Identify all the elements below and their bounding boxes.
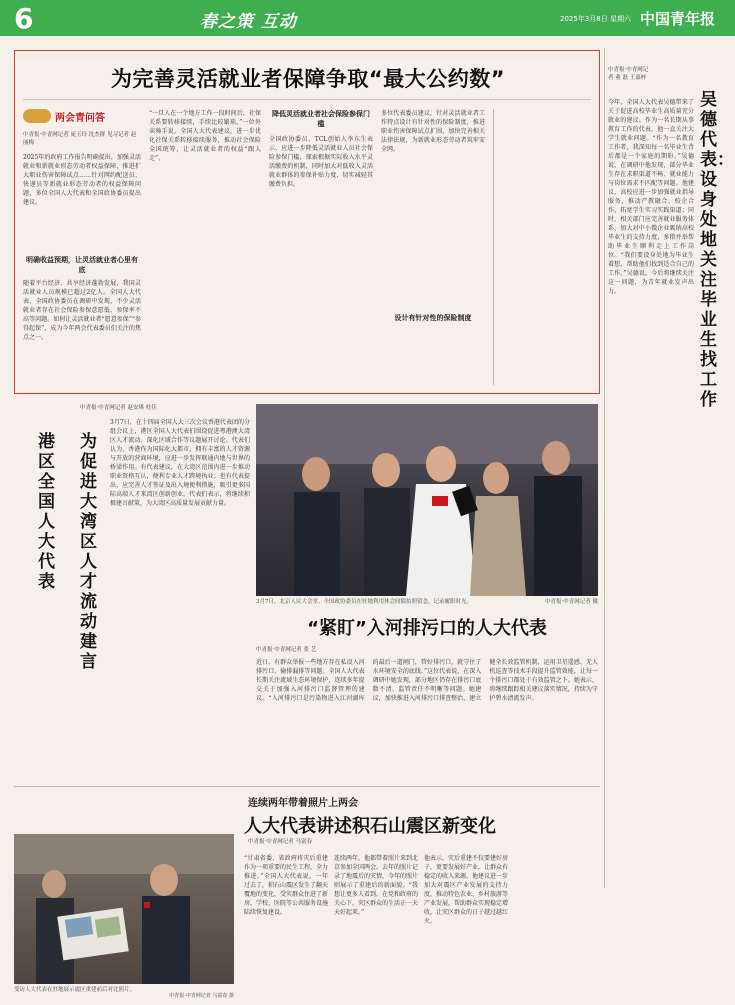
bottom-article-byline: 中青报·中青网记者 马富春: [248, 839, 312, 845]
page-number: 6: [14, 2, 34, 35]
right-article-body: 今年，全国人大代表吴德带来了关于促进高校毕业生高质量充分就业的建议。作为一名长期从事教育工作的代表，他一直关注大学生就业问题。“作为一名教育工作者，我深知每一名毕业生背后都是一个家庭的期盼。”吴德说，在调研中他发现，部分毕业生存在求职渠道不畅、就业能力与岗位需求不匹配等问题。他建议，高校应进一步加强就业指导服务，推动产教融合、校企合作，拓宽学生实习实践渠道；同时，相关部门应完善就业服务体系，加大对中小微企业吸纳高校毕业生的支持力度，多措并举帮助毕业生顺利走上工作岗位。“我们要设身处地为毕业生着想，帮助他们找到适合自己的工作。”吴德说，今后将继续关注这一问题，为青年就业发声出力。: [608, 99, 694, 295]
delegates-photo-figures: [256, 404, 598, 596]
masthead-logo: 中国青年报: [640, 10, 716, 28]
bottom-article-body-3: 他表示，灾后重建不仅要建好房子，更要发展好产业，让群众有稳定的收入来源。他建议进一步加大对震区产业发展的支持力度，推动特色农业、乡村旅游等产业发展，帮助群众实现稳定增收，让灾区群众的日子越过越红火。: [424, 855, 509, 925]
bottom-section-rule: [14, 786, 600, 787]
column-badge: [23, 107, 141, 125]
page-header: [0, 0, 735, 40]
header-date: 2025年3月8日 星期六: [560, 15, 631, 23]
left-article-title: 为促进大湾区人才流动建言: [80, 432, 97, 672]
column-rule: [493, 109, 494, 385]
bottom-article-body-1: “甘肃省委、省政府将灾后重建作为一项重要的民生工程，全力推进。”全国人大代表说，一年过去了，积石山震区发生了翻天覆地的变化，受灾群众住进了新房，学校、医院等公共服务设施陆续恢复建设。: [244, 855, 329, 916]
right-article-byline: 中青报·中青网记者 董 磊 王嘉梓: [608, 67, 649, 81]
badge-icon: [23, 109, 51, 123]
subhead-1: 明确收益预期，让灵活就业者心里有底: [26, 256, 138, 274]
right-column-rule: [604, 48, 605, 888]
left-article-byline: 中青报·中青网记者 赵安琪 杜佳: [80, 405, 157, 411]
middle-article-body: 近日，有群众举报一些地方存在私设入河排污口、偷排漏排等问题。全国人大代表长期关注流域生态环境保护，连续多年提交关于加强入河排污口监督管理的建议。“入河排污口是污染物进入江河湖库的最后一道闸门，管好排污口，就守住了水环境安全的底线。”这位代表说，在深入调研中她发现，部分地区仍存在排污口底数不清、监管责任不明晰等问题。她建议，加快推进入河排污口排查整治，建立健全长效监管机制，运用卫星遥感、无人机巡查等技术手段提升监管效能，让每一个排污口都处于有效监管之下。她表示，将继续跟踪相关建议落实情况，持续为守护碧水清流发声。: [256, 659, 598, 702]
middle-article-title: “紧盯”入河排污口的人大代表: [307, 618, 547, 639]
subhead-3: 设计有针对性的保险制度: [394, 314, 472, 322]
bottom-article-kicker: 连续两年带着照片上两会: [248, 798, 358, 809]
right-article: [608, 50, 734, 890]
bottom-photo: [14, 834, 234, 984]
bottom-article-body-2: 连续两年，他都带着照片来到北京参加全国两会。去年的照片记录了地震后的灾情，今年的照片则展示了重建后的新面貌。“我想让更多人看到，在党和政府的关心下，灾区群众的生活正一天天好起来。”: [334, 855, 419, 916]
middle-article: [256, 612, 598, 780]
bottom-photo-figures: [14, 834, 234, 984]
badge-label: 两会青问答: [55, 113, 105, 124]
top-title-rule: [23, 99, 591, 100]
section-title: 春之策 互动: [200, 12, 297, 32]
subhead-2: 降低灵活就业者社会保险参保门槛: [272, 110, 370, 128]
right-article-title: 吴德代表：设身处地关注毕业生找工作: [700, 90, 734, 410]
top-article-body-4: 多位代表委员建议，针对灵活就业者工作特点设计有针对性的保险制度，推进职业伤害保障试点扩围，加快完善相关法律法规，为新就业形态劳动者筑牢安全网。: [381, 110, 485, 153]
left-article-body: 3月7日，在十四届全国人大三次会议香港代表团的分组会议上，港区全国人大代表们围绕促进粤港澳大湾区人才流动、深化区域合作等议题展开讨论。代表们认为，香港作为国际化大都市，拥有丰富的人才资源与开放的营商环境，应进一步发挥联通内地与世界的桥梁作用。有代表建议，在大湾区范围内进一步推动职业资格互认，便利专业人才跨境执业；也有代表提出，应完善人才签证及出入境便利措施，吸引更多国际高端人才来湾区创新创业。代表们表示，将继续积极建言献策，为大湾区高质量发展贡献力量。: [110, 419, 250, 507]
top-article-title: 为完善灵活就业者保障争取“最大公约数”: [110, 67, 506, 91]
bottom-photo-caption: 受访人大代表在驻地展示震区重建前后对比照片。: [14, 987, 136, 993]
left-article-subtitle: 港区全国人大代表: [38, 432, 55, 592]
bottom-photo-credit: 中青报·中青网记者 马富春 摄: [169, 993, 234, 999]
delegates-photo: [256, 404, 598, 596]
top-article: [14, 50, 600, 394]
top-article-lead: 2025年的政府工作报告明确提出，加强灵活就业和新就业形态劳动者权益保障，推进扩大职业伤害保障试点……针对网约配送员、快递员等新就业形态劳动者的权益保障问题，多位全国人大代表和全国政协委员提出建议。: [23, 154, 141, 206]
middle-article-byline: 中青报·中青网记者 张 艺: [256, 647, 317, 653]
left-article: [14, 404, 250, 780]
photo-1-caption: 3月7日，北京人民大会堂。全国政协委员在驻地利用休会间隙拍照留念，记录履职时光。: [256, 599, 473, 605]
photo-1-credit: 中青报·中青网记者 摄: [545, 599, 598, 605]
top-article-body-1: 随着平台经济、共享经济蓬勃发展，我国灵活就业人员规模已超过2亿人。全国人大代表、全国政协委员在调研中发现，不少灵活就业者存在社会保险参保意愿低、参保率不高等问题。如何让灵活就业者“愿意参保”“参得起保”，成为今年两会代表委员们关注的焦点之一。: [23, 280, 141, 341]
bottom-article-title: 人大代表讲述积石山震区新变化: [244, 816, 496, 837]
top-article-body-2: “一旦人在一个地方工作一段时间后，社保关系要转移接续，手续比较繁琐。”一位外卖骑手说。全国人大代表建议，进一步优化社保关系转移接续服务，推动社会保险全国统筹，让灵活就业者的权益“跟人走”。: [149, 110, 261, 162]
bottom-article: [14, 790, 604, 1000]
top-article-byline: 中青报·中青网记者 庞玉玲 沈杰群 见习记者 赵丽梅: [23, 132, 137, 146]
top-article-body-3: 全国政协委员、TCL创始人李东生表示，应进一步降低灵活就业人员社会保险参保门槛，探索根据实际收入水平灵活缴费的机制，同时加大对低收入灵活就业群体的参保补贴力度，切实减轻其缴费负担。: [269, 136, 373, 188]
